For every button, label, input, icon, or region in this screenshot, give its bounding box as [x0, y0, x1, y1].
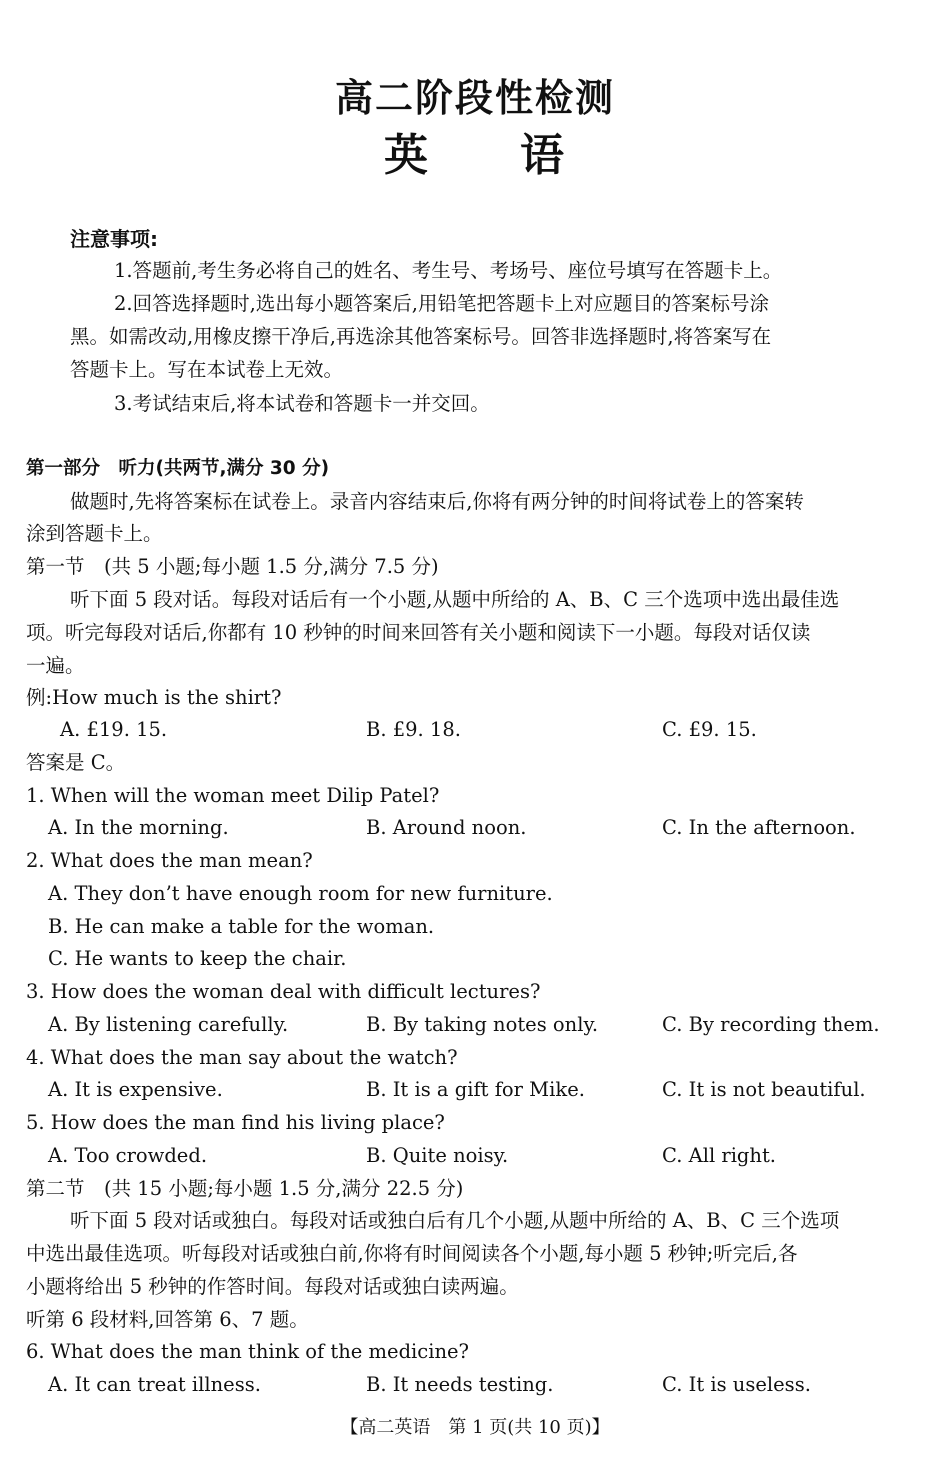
example-answer: 答案是 C。: [26, 751, 126, 774]
q1-option-b: B. Around noon.: [366, 816, 527, 839]
q6-option-b: B. It needs testing.: [366, 1373, 554, 1396]
section1-intro-3: 一遍。: [26, 654, 85, 677]
section1-intro-1: 听下面 5 段对话。每段对话后有一个小题,从题中所给的 A、B、C 三个选项中选出最佳选: [70, 588, 840, 611]
q2-option-c: C. He wants to keep the chair.: [48, 947, 347, 970]
q2-option-b: B. He can make a table for the woman.: [48, 915, 435, 938]
q5-option-b: B. Quite noisy.: [366, 1144, 509, 1167]
notice-heading: 注意事项:: [70, 227, 158, 251]
q4-option-a: A. It is expensive.: [48, 1078, 223, 1101]
example-option-a: A. £19. 15.: [60, 718, 168, 741]
q4-option-c: C. It is not beautiful.: [662, 1078, 866, 1101]
example-option-c: C. £9. 15.: [662, 718, 757, 741]
q3-option-c: C. By recording them.: [662, 1013, 880, 1036]
q1-option-c: C. In the afternoon.: [662, 816, 856, 839]
q5-option-c: C. All right.: [662, 1144, 777, 1167]
question-5: 5. How does the man find his living place?: [26, 1111, 445, 1134]
subject-char-2: 语: [520, 130, 566, 181]
section2-intro-1: 听下面 5 段对话或独白。每段对话或独白后有几个小题,从题中所给的 A、B、C 三个选项: [70, 1209, 840, 1232]
question-6: 6. What does the man think of the medicine?: [26, 1340, 469, 1363]
question-2: 2. What does the man mean?: [26, 849, 313, 872]
q6-option-a: A. It can treat illness.: [48, 1373, 261, 1396]
question-3: 3. How does the woman deal with difficult lectures?: [26, 980, 541, 1003]
q3-option-b: B. By taking notes only.: [366, 1013, 599, 1036]
part1-intro-1: 做题时,先将答案标在试卷上。录音内容结束后,你将有两分钟的时间将试卷上的答案转: [70, 490, 804, 513]
notice-line-1: 1.答题前,考生务必将自己的姓名、考生号、考场号、座位号填写在答题卡上。: [114, 259, 783, 282]
notice-line-2: 2.回答选择题时,选出每小题答案后,用铅笔把答题卡上对应题目的答案标号涂: [114, 292, 770, 315]
material-6-instruction: 听第 6 段材料,回答第 6、7 题。: [26, 1308, 309, 1331]
q4-option-b: B. It is a gift for Mike.: [366, 1078, 585, 1101]
page-footer: 【高二英语 第 1 页(共 10 页)】: [340, 1417, 610, 1438]
q1-option-a: A. In the morning.: [48, 816, 229, 839]
notice-line-5: 3.考试结束后,将本试卷和答题卡一并交回。: [114, 392, 490, 415]
subject-title: [0, 131, 950, 181]
section2-heading: 第二节 (共 15 小题;每小题 1.5 分,满分 22.5 分): [26, 1177, 464, 1200]
q2-option-a: A. They don’t have enough room for new furniture.: [48, 882, 553, 905]
example-option-b: B. £9. 18.: [366, 718, 461, 741]
question-4: 4. What does the man say about the watch?: [26, 1046, 458, 1069]
section2-intro-2: 中选出最佳选项。听每段对话或独白前,你将有时间阅读各个小题,每小题 5 秒钟;听完后,各: [26, 1242, 798, 1265]
part1-intro-2: 涂到答题卡上。: [26, 522, 163, 545]
section1-heading: 第一节 (共 5 小题;每小题 1.5 分,满分 7.5 分): [26, 555, 439, 578]
question-1: 1. When will the woman meet Dilip Patel?: [26, 784, 440, 807]
exam-title: 高二阶段性检测: [334, 76, 615, 120]
part1-heading: 第一部分 听力(共两节,满分 30 分): [26, 458, 330, 479]
section1-intro-2: 项。听完每段对话后,你都有 10 秒钟的时间来回答有关小题和阅读下一小题。每段对话仅读: [26, 621, 811, 644]
section2-intro-3: 小题将给出 5 秒钟的作答时间。每段对话或独白读两遍。: [26, 1275, 519, 1298]
notice-line-4: 答题卡上。写在本试卷上无效。: [70, 358, 344, 381]
example-question: 例:How much is the shirt?: [26, 686, 282, 709]
notice-line-3: 黑。如需改动,用橡皮擦干净后,再选涂其他答案标号。回答非选择题时,将答案写在: [70, 325, 772, 348]
q6-option-c: C. It is useless.: [662, 1373, 811, 1396]
q5-option-a: A. Too crowded.: [48, 1144, 208, 1167]
subject-char-1: 英: [384, 130, 430, 181]
q3-option-a: A. By listening carefully.: [48, 1013, 289, 1036]
